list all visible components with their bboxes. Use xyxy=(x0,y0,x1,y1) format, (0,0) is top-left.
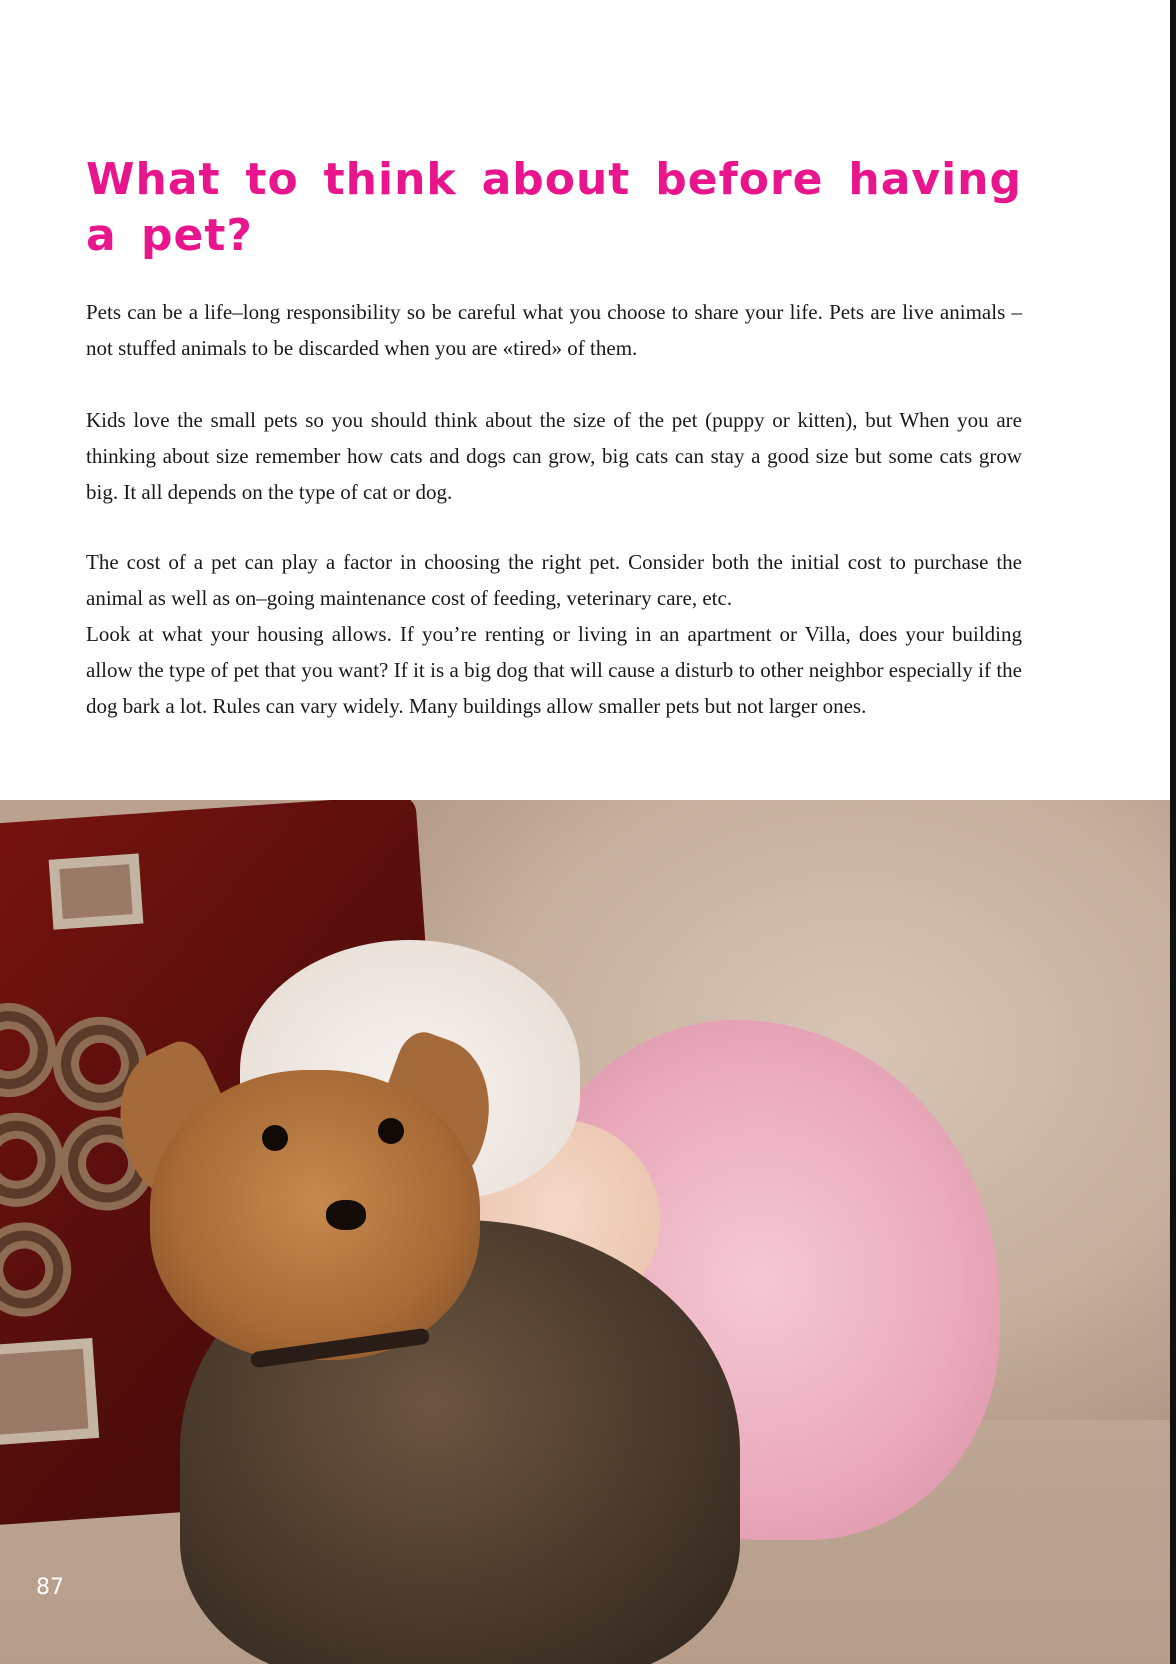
paragraph-cost: The cost of a pet can play a factor in choosing the right pet. Consider both the initial cost to purchase the animal as well as on–going maintenance cost of feeding, veterinary care, etc. xyxy=(86,550,1022,610)
paragraph-responsibility: Pets can be a life–long responsibility so be careful what you choose to share your life. Pets are live animals – not stuffed animals to be discarded when you are «tired» of them. xyxy=(86,300,1022,360)
pillow-pattern-square xyxy=(49,854,144,930)
page-number: 87 xyxy=(36,1575,64,1600)
page-title: What to think about before having a pet? xyxy=(86,154,1022,261)
paragraph-size: Kids love the small pets so you should think about the size of the pet (puppy or kitten), but When you are thinking about size remember how cats and dogs can grow, big cats can stay a good size but some cats grow big. It all depends on the type of cat or dog. xyxy=(86,408,1022,504)
paragraph-housing: Look at what your housing allows. If you’re renting or living in an apartment or Villa, does your building allow the type of pet that you want? If it is a big dog that will cause a disturb to other neighbor especially if the dog bark a lot. Rules can vary widely. Many buildings allow smaller pets but not larger ones. xyxy=(86,622,1022,718)
page-edge-border xyxy=(1170,0,1176,1664)
pillow-swirl xyxy=(0,1219,74,1319)
dog-head xyxy=(150,1070,480,1360)
pillow-swirl xyxy=(0,1110,67,1210)
dog-nose xyxy=(326,1200,366,1230)
dog-eye-left xyxy=(262,1125,288,1151)
dog-eye-right xyxy=(378,1118,404,1144)
pillow-pattern-square xyxy=(0,1338,99,1445)
pillow-swirl xyxy=(0,1000,59,1100)
child-with-dog-photo xyxy=(0,800,1170,1664)
